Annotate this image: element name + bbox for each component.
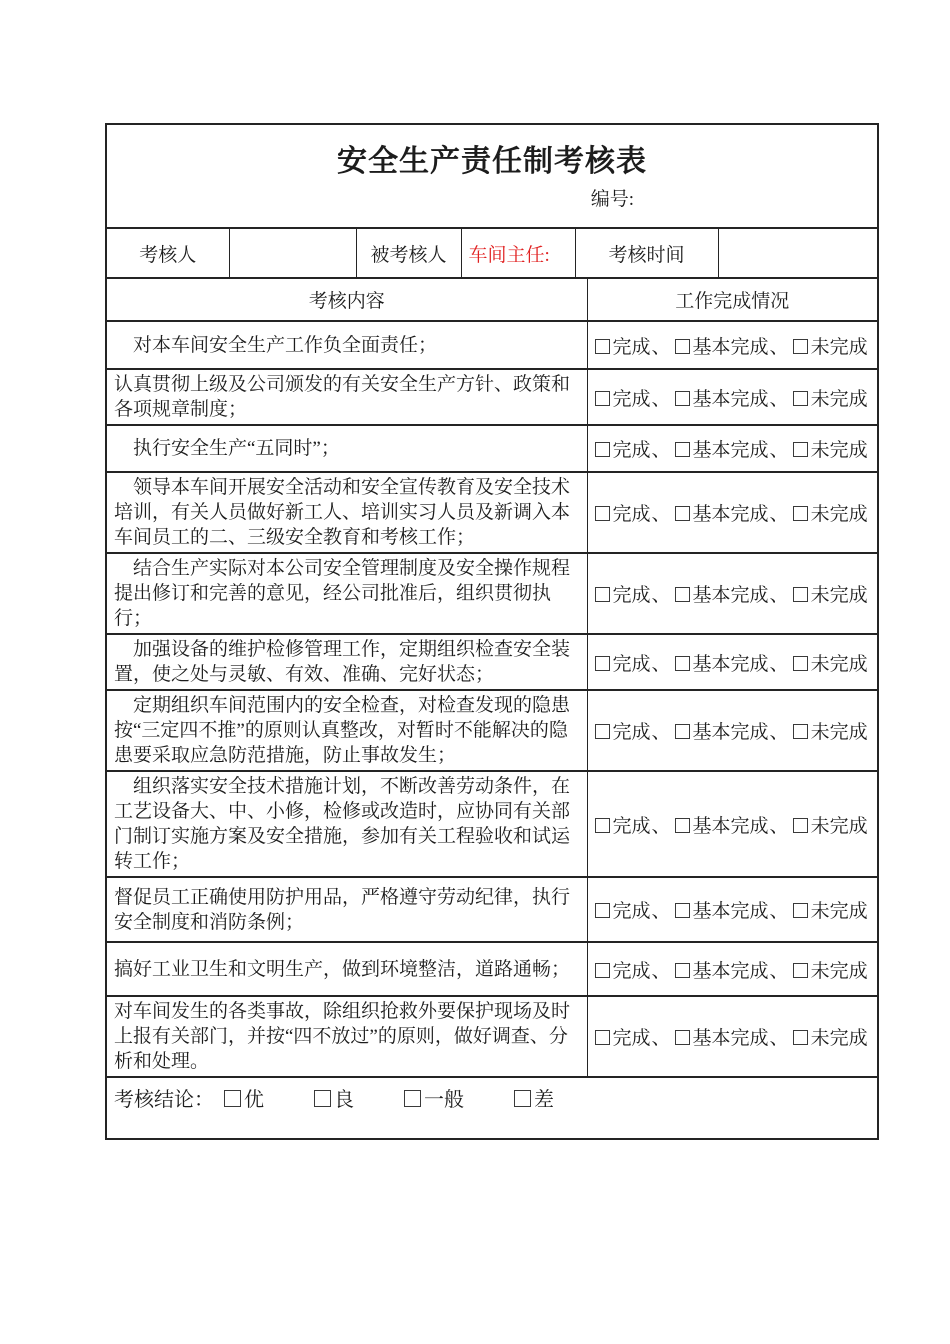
checkbox-excellent[interactable] — [224, 1090, 241, 1107]
status-cell — [587, 425, 878, 472]
status-options — [595, 337, 868, 358]
option-label-incomplete: 未完成 — [810, 440, 868, 461]
assessor-value-cell[interactable] — [229, 228, 356, 278]
duty-text: 组织落实安全技术措施计划，不断改善劳动条件，在工艺设备大、中、小修，检修或改造时，应协同有关部门制订实施方案及安全措施，参加有关工程验收和试运转工作； — [106, 771, 587, 877]
conclusion-option-average — [404, 1089, 464, 1111]
checkbox-basic-complete[interactable] — [675, 391, 690, 406]
status-cell — [587, 877, 878, 942]
form-title: 安全生产责任制考核表 — [337, 144, 648, 178]
checkbox-complete[interactable] — [595, 818, 610, 833]
checkbox-basic-complete[interactable] — [675, 903, 690, 918]
option-label-incomplete: 未完成 — [810, 653, 868, 675]
status-cell — [587, 472, 878, 553]
option-separator: 、 — [651, 585, 671, 606]
status-options — [595, 654, 868, 675]
number-label: 编号: — [590, 188, 635, 210]
duty-row — [106, 690, 878, 771]
title-row — [106, 124, 878, 228]
checkbox-basic-complete[interactable] — [675, 442, 690, 457]
duty-row — [106, 369, 878, 425]
option-separator: 、 — [769, 722, 789, 743]
status-options — [595, 1028, 868, 1049]
option-separator: 、 — [769, 1028, 789, 1049]
duty-row — [106, 425, 878, 472]
duty-text: 领导本车间开展安全活动和安全宣传教育及安全技术培训，有关人员做好新工人、培训实习人员及新调入本车间员工的二、三级安全教育和考核工作； — [106, 472, 587, 553]
option-label-incomplete: 未完成 — [810, 815, 868, 837]
status-options — [595, 389, 868, 410]
conclusion-option-poor — [514, 1089, 554, 1111]
status-header-cell — [587, 278, 878, 321]
option-separator: 、 — [769, 388, 789, 410]
option-separator: 、 — [651, 440, 671, 461]
option-separator: 、 — [769, 815, 789, 837]
assessee-label: 被考核人 — [370, 244, 447, 266]
assessment-form-table — [105, 123, 879, 1140]
conclusion-option-good — [314, 1089, 354, 1111]
option-separator: 、 — [769, 901, 789, 922]
assessee-value-cell[interactable] — [461, 228, 575, 278]
option-label-basic-complete: 基本完成 — [692, 336, 769, 358]
checkbox-basic-complete[interactable] — [675, 656, 690, 671]
duty-row — [106, 996, 878, 1077]
duty-text: 对本车间安全生产工作负全面责任； — [106, 321, 587, 369]
duty-text: 搞好工业卫生和文明生产，做到环境整洁，道路通畅； — [106, 942, 587, 996]
checkbox-incomplete[interactable] — [793, 442, 808, 457]
checkbox-incomplete[interactable] — [793, 903, 808, 918]
number-value-field[interactable] — [634, 185, 704, 205]
conclusion-row — [106, 1077, 878, 1139]
option-label-complete: 完成 — [612, 901, 651, 922]
assessee-label-cell — [356, 228, 461, 278]
option-separator: 、 — [651, 388, 671, 410]
checkbox-basic-complete[interactable] — [675, 963, 690, 978]
checkbox-incomplete[interactable] — [793, 818, 808, 833]
status-cell — [587, 553, 878, 634]
status-cell — [587, 942, 878, 996]
duty-row — [106, 634, 878, 690]
checkbox-complete[interactable] — [595, 656, 610, 671]
option-separator: 、 — [769, 960, 789, 982]
status-cell — [587, 771, 878, 877]
checkbox-incomplete[interactable] — [793, 724, 808, 739]
option-separator: 、 — [651, 336, 671, 358]
option-label-complete: 完成 — [612, 504, 651, 525]
checkbox-complete[interactable] — [595, 724, 610, 739]
assessor-label-cell — [106, 228, 229, 278]
checkbox-complete[interactable] — [595, 963, 610, 978]
status-cell — [587, 321, 878, 369]
duty-text: 认真贯彻上级及公司颁发的有关安全生产方针、政策和各项规章制度； — [106, 369, 587, 425]
checkbox-complete[interactable] — [595, 339, 610, 354]
conclusion-label-average: 一般 — [424, 1089, 464, 1111]
option-label-complete: 完成 — [612, 440, 651, 461]
checkbox-basic-complete[interactable] — [675, 818, 690, 833]
option-label-complete: 完成 — [612, 722, 651, 743]
checkbox-incomplete[interactable] — [793, 656, 808, 671]
checkbox-complete[interactable] — [595, 506, 610, 521]
status-cell — [587, 634, 878, 690]
duty-text: 定期组织车间范围内的安全检查，对检查发现的隐患按“三定四不推”的原则认真整改，对暂时不能解决的隐患要采取应急防范措施，防止事故发生； — [106, 690, 587, 771]
conclusion-options — [214, 1089, 554, 1111]
option-label-incomplete: 未完成 — [810, 388, 868, 410]
checkbox-basic-complete[interactable] — [675, 1030, 690, 1045]
conclusion-option-excellent — [224, 1089, 264, 1111]
duty-row — [106, 321, 878, 369]
option-separator: 、 — [651, 722, 671, 743]
content-header-cell — [106, 278, 587, 321]
option-separator: 、 — [769, 336, 789, 358]
checkbox-poor[interactable] — [514, 1090, 531, 1107]
status-header-label: 工作完成情况 — [675, 291, 790, 312]
status-options — [595, 440, 868, 461]
option-label-complete: 完成 — [612, 585, 651, 606]
checkbox-complete[interactable] — [595, 442, 610, 457]
option-label-incomplete: 未完成 — [810, 504, 868, 525]
status-options — [595, 961, 868, 982]
option-separator: 、 — [651, 504, 671, 525]
checkbox-incomplete[interactable] — [793, 391, 808, 406]
assessee-value: 车间主任: — [468, 244, 550, 266]
option-label-basic-complete: 基本完成 — [692, 585, 769, 606]
duty-text: 执行安全生产“五同时”； — [106, 425, 587, 472]
option-label-incomplete: 未完成 — [810, 901, 868, 922]
time-value-cell[interactable] — [718, 228, 878, 278]
option-separator: 、 — [651, 815, 671, 837]
checkbox-complete[interactable] — [595, 587, 610, 602]
option-separator: 、 — [651, 1028, 671, 1049]
option-label-basic-complete: 基本完成 — [692, 960, 769, 982]
status-cell — [587, 996, 878, 1077]
conclusion-label-good: 良 — [334, 1089, 354, 1111]
title-cell — [106, 124, 878, 228]
checkbox-complete[interactable] — [595, 391, 610, 406]
time-label: 考核时间 — [608, 244, 685, 266]
option-separator: 、 — [769, 585, 789, 606]
option-label-basic-complete: 基本完成 — [692, 504, 769, 525]
time-label-cell — [575, 228, 718, 278]
status-options — [595, 585, 868, 606]
checkbox-incomplete[interactable] — [793, 587, 808, 602]
conclusion-label-excellent: 优 — [244, 1089, 264, 1111]
checkbox-average[interactable] — [404, 1090, 421, 1107]
option-separator: 、 — [651, 653, 671, 675]
checkbox-basic-complete[interactable] — [675, 724, 690, 739]
option-label-basic-complete: 基本完成 — [692, 440, 769, 461]
option-label-complete: 完成 — [612, 388, 651, 410]
option-separator: 、 — [769, 440, 789, 461]
option-label-basic-complete: 基本完成 — [692, 722, 769, 743]
duty-row — [106, 942, 878, 996]
option-separator: 、 — [651, 901, 671, 922]
option-separator: 、 — [769, 504, 789, 525]
option-label-basic-complete: 基本完成 — [692, 901, 769, 922]
info-row — [106, 228, 878, 278]
column-header-row — [106, 278, 878, 321]
duty-row — [106, 771, 878, 877]
status-options — [595, 504, 868, 525]
checkbox-good[interactable] — [314, 1090, 331, 1107]
status-options — [595, 901, 868, 922]
duty-row — [106, 553, 878, 634]
checkbox-basic-complete[interactable] — [675, 587, 690, 602]
status-cell — [587, 690, 878, 771]
status-options — [595, 816, 868, 837]
number-line — [114, 184, 870, 211]
checkbox-incomplete[interactable] — [793, 1030, 808, 1045]
duty-text: 加强设备的维护检修管理工作，定期组织检查安全装置，使之处与灵敏、有效、准确、完好状态； — [106, 634, 587, 690]
assessor-label: 考核人 — [139, 244, 197, 266]
option-separator: 、 — [651, 960, 671, 982]
duty-text: 结合生产实际对本公司安全管理制度及安全操作规程提出修订和完善的意见，经公司批准后，组织贯彻执行； — [106, 553, 587, 634]
checkbox-complete[interactable] — [595, 903, 610, 918]
conclusion-label: 考核结论： — [114, 1089, 214, 1111]
content-header-label: 考核内容 — [308, 291, 385, 312]
option-label-basic-complete: 基本完成 — [692, 388, 769, 410]
option-label-incomplete: 未完成 — [810, 585, 868, 606]
option-label-complete: 完成 — [612, 815, 651, 837]
option-label-complete: 完成 — [612, 653, 651, 675]
option-separator: 、 — [769, 653, 789, 675]
option-label-incomplete: 未完成 — [810, 722, 868, 743]
checkbox-basic-complete[interactable] — [675, 339, 690, 354]
duty-text: 对车间发生的各类事故，除组织抢救外要保护现场及时上报有关部门，并按“四不放过”的原则，做好调查、分析和处理。 — [106, 996, 587, 1077]
status-options — [595, 722, 868, 743]
duty-row — [106, 472, 878, 553]
option-label-basic-complete: 基本完成 — [692, 653, 769, 675]
status-cell — [587, 369, 878, 425]
duty-row — [106, 877, 878, 942]
option-label-incomplete: 未完成 — [810, 960, 868, 982]
conclusion-label-poor: 差 — [534, 1089, 554, 1111]
option-label-complete: 完成 — [612, 960, 651, 982]
checkbox-basic-complete[interactable] — [675, 506, 690, 521]
option-label-complete: 完成 — [612, 1028, 651, 1049]
option-label-incomplete: 未完成 — [810, 336, 868, 358]
option-label-complete: 完成 — [612, 336, 651, 358]
option-label-incomplete: 未完成 — [810, 1028, 868, 1049]
duty-text: 督促员工正确使用防护用品，严格遵守劳动纪律，执行安全制度和消防条例； — [106, 877, 587, 942]
checkbox-complete[interactable] — [595, 1030, 610, 1045]
checkbox-incomplete[interactable] — [793, 506, 808, 521]
conclusion-cell — [106, 1077, 878, 1139]
option-label-basic-complete: 基本完成 — [692, 1028, 769, 1049]
option-label-basic-complete: 基本完成 — [692, 815, 769, 837]
checkbox-incomplete[interactable] — [793, 963, 808, 978]
checkbox-incomplete[interactable] — [793, 339, 808, 354]
